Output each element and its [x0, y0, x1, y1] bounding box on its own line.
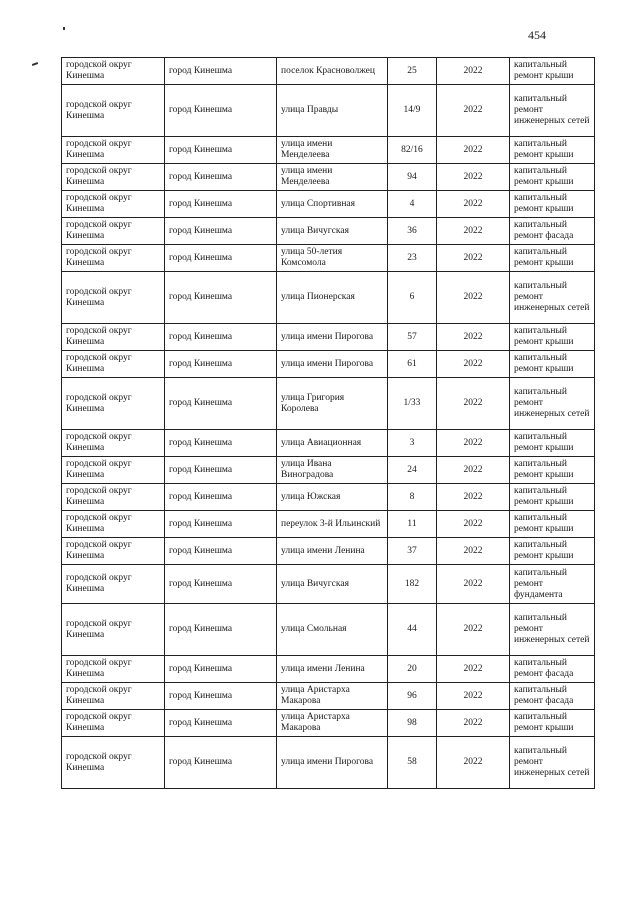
house-number-cell: 23 — [388, 245, 437, 272]
year-cell: 2022 — [437, 351, 510, 378]
municipality-cell: городской округ Кинешма — [62, 457, 165, 484]
settlement-cell: город Кинешма — [165, 378, 277, 430]
house-number-cell: 82/16 — [388, 137, 437, 164]
municipality-cell: городской округ Кинешма — [62, 378, 165, 430]
table-row — [62, 737, 595, 789]
house-number-cell: 6 — [388, 272, 437, 324]
municipality-cell: городской округ Кинешма — [62, 737, 165, 789]
table-row — [62, 565, 595, 604]
table-row — [62, 656, 595, 683]
work-type-cell: капитальный ремонт крыши — [510, 430, 595, 457]
municipality-cell: городской округ Кинешма — [62, 218, 165, 245]
year-cell: 2022 — [437, 378, 510, 430]
year-cell: 2022 — [437, 604, 510, 656]
municipality-cell: городской округ Кинешма — [62, 511, 165, 538]
table-row — [62, 683, 595, 710]
street-cell: улица Авиационная — [277, 430, 388, 457]
work-type-cell: капитальный ремонт фасада — [510, 218, 595, 245]
work-type-cell: капитальный ремонт фундамента — [510, 565, 595, 604]
street-cell: улица имени Ленина — [277, 538, 388, 565]
house-number-cell: 98 — [388, 710, 437, 737]
settlement-cell: город Кинешма — [165, 137, 277, 164]
year-cell: 2022 — [437, 683, 510, 710]
table-row — [62, 351, 595, 378]
house-number-cell: 94 — [388, 164, 437, 191]
municipality-cell: городской округ Кинешма — [62, 58, 165, 85]
work-type-cell: капитальный ремонт крыши — [510, 191, 595, 218]
settlement-cell: город Кинешма — [165, 457, 277, 484]
municipality-cell: городской округ Кинешма — [62, 85, 165, 137]
house-number-cell: 182 — [388, 565, 437, 604]
settlement-cell: город Кинешма — [165, 164, 277, 191]
scan-mark — [63, 27, 65, 30]
work-type-cell: капитальный ремонт крыши — [510, 538, 595, 565]
table-row — [62, 457, 595, 484]
table-row — [62, 710, 595, 737]
street-cell: улица Аристарха Макарова — [277, 683, 388, 710]
house-number-cell: 36 — [388, 218, 437, 245]
house-number-cell: 44 — [388, 604, 437, 656]
settlement-cell: город Кинешма — [165, 710, 277, 737]
year-cell: 2022 — [437, 85, 510, 137]
settlement-cell: город Кинешма — [165, 218, 277, 245]
municipality-cell: городской округ Кинешма — [62, 164, 165, 191]
repair-schedule-table — [61, 57, 595, 789]
house-number-cell: 58 — [388, 737, 437, 789]
house-number-cell: 11 — [388, 511, 437, 538]
settlement-cell: город Кинешма — [165, 58, 277, 85]
table-body — [62, 58, 595, 789]
table-row — [62, 191, 595, 218]
house-number-cell: 3 — [388, 430, 437, 457]
settlement-cell: город Кинешма — [165, 272, 277, 324]
year-cell: 2022 — [437, 137, 510, 164]
house-number-cell: 20 — [388, 656, 437, 683]
street-cell: улица Вичугская — [277, 565, 388, 604]
work-type-cell: капитальный ремонт инженерных сетей — [510, 85, 595, 137]
street-cell: улица имени Ленина — [277, 656, 388, 683]
work-type-cell: капитальный ремонт инженерных сетей — [510, 737, 595, 789]
house-number-cell: 96 — [388, 683, 437, 710]
settlement-cell: город Кинешма — [165, 565, 277, 604]
year-cell: 2022 — [437, 272, 510, 324]
work-type-cell: капитальный ремонт крыши — [510, 245, 595, 272]
municipality-cell: городской округ Кинешма — [62, 484, 165, 511]
municipality-cell: городской округ Кинешма — [62, 604, 165, 656]
table-row — [62, 58, 595, 85]
municipality-cell: городской округ Кинешма — [62, 191, 165, 218]
work-type-cell: капитальный ремонт инженерных сетей — [510, 272, 595, 324]
year-cell: 2022 — [437, 656, 510, 683]
year-cell: 2022 — [437, 484, 510, 511]
street-cell: улица имени Пирогова — [277, 324, 388, 351]
street-cell: улица Смольная — [277, 604, 388, 656]
year-cell: 2022 — [437, 457, 510, 484]
municipality-cell: городской округ Кинешма — [62, 538, 165, 565]
street-cell: улица 50-летия Комсомола — [277, 245, 388, 272]
year-cell: 2022 — [437, 538, 510, 565]
house-number-cell: 1/33 — [388, 378, 437, 430]
table-row — [62, 164, 595, 191]
work-type-cell: капитальный ремонт фасада — [510, 683, 595, 710]
table-row — [62, 272, 595, 324]
table-row — [62, 430, 595, 457]
municipality-cell: городской округ Кинешма — [62, 710, 165, 737]
table-row — [62, 378, 595, 430]
scan-mark — [32, 62, 38, 66]
street-cell: улица Южская — [277, 484, 388, 511]
work-type-cell: капитальный ремонт фасада — [510, 656, 595, 683]
street-cell: улица Ивана Виноградова — [277, 457, 388, 484]
house-number-cell: 14/9 — [388, 85, 437, 137]
settlement-cell: город Кинешма — [165, 484, 277, 511]
work-type-cell: капитальный ремонт крыши — [510, 511, 595, 538]
settlement-cell: город Кинешма — [165, 604, 277, 656]
table-row — [62, 511, 595, 538]
work-type-cell: капитальный ремонт крыши — [510, 324, 595, 351]
table-row — [62, 538, 595, 565]
work-type-cell: капитальный ремонт крыши — [510, 164, 595, 191]
street-cell: поселок Красноволжец — [277, 58, 388, 85]
municipality-cell: городской округ Кинешма — [62, 272, 165, 324]
page-number: 454 — [528, 28, 546, 42]
settlement-cell: город Кинешма — [165, 351, 277, 378]
street-cell: улица имени Пирогова — [277, 351, 388, 378]
house-number-cell: 4 — [388, 191, 437, 218]
year-cell: 2022 — [437, 737, 510, 789]
settlement-cell: город Кинешма — [165, 737, 277, 789]
year-cell: 2022 — [437, 565, 510, 604]
year-cell: 2022 — [437, 511, 510, 538]
street-cell: улица Аристарха Макарова — [277, 710, 388, 737]
house-number-cell: 25 — [388, 58, 437, 85]
municipality-cell: городской округ Кинешма — [62, 683, 165, 710]
settlement-cell: город Кинешма — [165, 191, 277, 218]
settlement-cell: город Кинешма — [165, 245, 277, 272]
work-type-cell: капитальный ремонт крыши — [510, 351, 595, 378]
municipality-cell: городской округ Кинешма — [62, 656, 165, 683]
municipality-cell: городской округ Кинешма — [62, 324, 165, 351]
table-row — [62, 218, 595, 245]
table-row — [62, 324, 595, 351]
year-cell: 2022 — [437, 58, 510, 85]
street-cell: улица Григория Королева — [277, 378, 388, 430]
year-cell: 2022 — [437, 430, 510, 457]
settlement-cell: город Кинешма — [165, 511, 277, 538]
settlement-cell: город Кинешма — [165, 85, 277, 137]
street-cell: улица имени Менделеева — [277, 164, 388, 191]
work-type-cell: капитальный ремонт крыши — [510, 457, 595, 484]
street-cell: улица имени Менделеева — [277, 137, 388, 164]
settlement-cell: город Кинешма — [165, 683, 277, 710]
municipality-cell: городской округ Кинешма — [62, 351, 165, 378]
work-type-cell: капитальный ремонт крыши — [510, 137, 595, 164]
year-cell: 2022 — [437, 245, 510, 272]
work-type-cell: капитальный ремонт крыши — [510, 484, 595, 511]
house-number-cell: 61 — [388, 351, 437, 378]
work-type-cell: капитальный ремонт инженерных сетей — [510, 378, 595, 430]
house-number-cell: 24 — [388, 457, 437, 484]
municipality-cell: городской округ Кинешма — [62, 137, 165, 164]
work-type-cell: капитальный ремонт крыши — [510, 58, 595, 85]
settlement-cell: город Кинешма — [165, 324, 277, 351]
table-row — [62, 137, 595, 164]
table-row — [62, 85, 595, 137]
municipality-cell: городской округ Кинешма — [62, 430, 165, 457]
house-number-cell: 57 — [388, 324, 437, 351]
year-cell: 2022 — [437, 191, 510, 218]
year-cell: 2022 — [437, 710, 510, 737]
house-number-cell: 8 — [388, 484, 437, 511]
settlement-cell: город Кинешма — [165, 656, 277, 683]
house-number-cell: 37 — [388, 538, 437, 565]
street-cell: улица имени Пирогова — [277, 737, 388, 789]
street-cell: улица Вичугская — [277, 218, 388, 245]
year-cell: 2022 — [437, 218, 510, 245]
year-cell: 2022 — [437, 324, 510, 351]
settlement-cell: город Кинешма — [165, 538, 277, 565]
street-cell: улица Пионерская — [277, 272, 388, 324]
work-type-cell: капитальный ремонт крыши — [510, 710, 595, 737]
municipality-cell: городской округ Кинешма — [62, 565, 165, 604]
street-cell: переулок 3-й Ильинский — [277, 511, 388, 538]
work-type-cell: капитальный ремонт инженерных сетей — [510, 604, 595, 656]
municipality-cell: городской округ Кинешма — [62, 245, 165, 272]
settlement-cell: город Кинешма — [165, 430, 277, 457]
street-cell: улица Спортивная — [277, 191, 388, 218]
table-row — [62, 484, 595, 511]
street-cell: улица Правды — [277, 85, 388, 137]
table-row — [62, 604, 595, 656]
table-row — [62, 245, 595, 272]
year-cell: 2022 — [437, 164, 510, 191]
